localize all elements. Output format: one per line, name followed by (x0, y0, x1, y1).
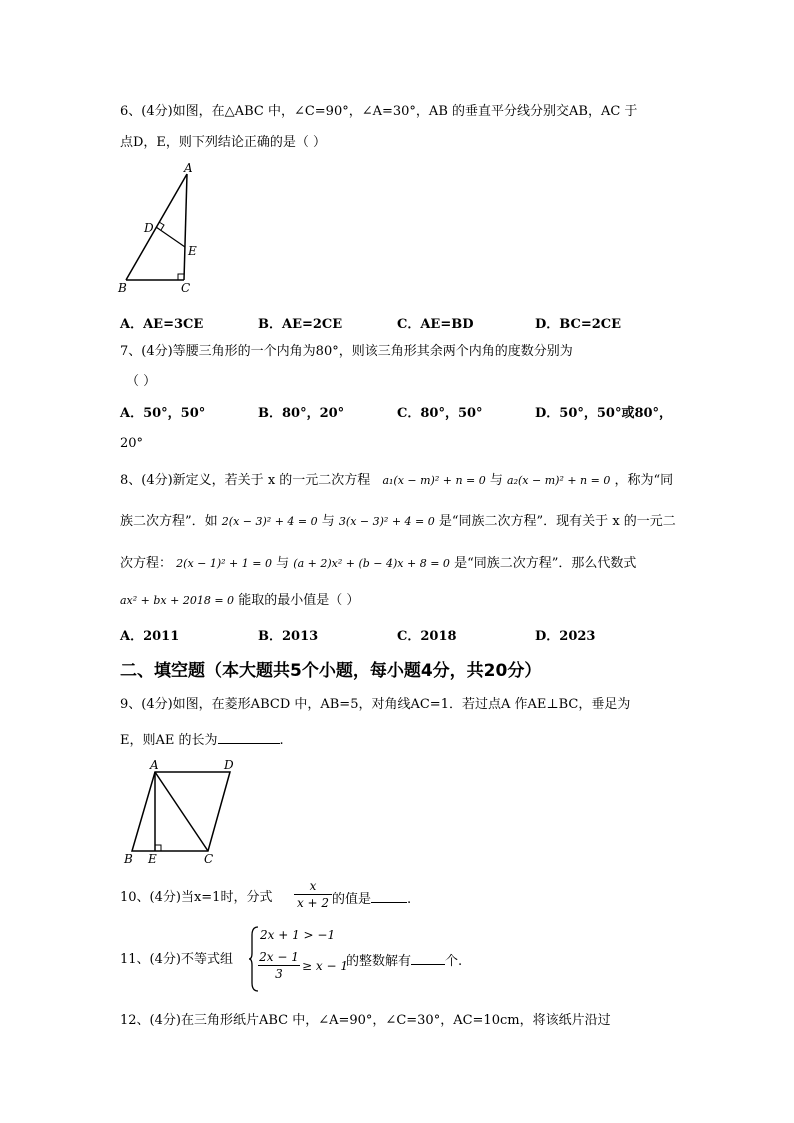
q6-label-b: B (118, 281, 127, 295)
q9-line1: 9、(4分)如图，在菱形ABCD 中，AB=5，对角线AC=1．若过点A 作AE⊥BC，垂足为 (120, 697, 631, 712)
q8-line1-eq1: a₁(x − m)² + n = 0 (382, 474, 486, 487)
q7-option-b: B．80°，20° (258, 406, 345, 421)
q8-line4-text: 能取的最小值是（ ） (238, 593, 360, 608)
q7-stem-line1: 7、(4分)等腰三角形的一个内角为80°，则该三角形其余两个内角的度数分别为 (120, 344, 573, 359)
q10-text-c: . (407, 892, 412, 907)
q9-label-d: D (224, 758, 234, 772)
q8-option-b: B．2013 (258, 629, 319, 644)
q8-line2-text-b: 与 (321, 514, 335, 529)
q10-fraction-bar (294, 894, 332, 895)
q6-triangle-figure (112, 160, 212, 295)
q9-line2 (120, 731, 284, 749)
q8-line3-text-b: 与 (276, 556, 290, 571)
q9-label-e: E (148, 852, 157, 866)
q9-line2-text: E，则AE 的长为 (120, 733, 218, 748)
q9-label-a: A (150, 758, 159, 772)
q8-line1-eq2: a₂(x − m)² + n = 0 (507, 474, 611, 487)
q11-text-b: 的整数解有 (346, 954, 412, 969)
q6-option-c: C．AE=BD (397, 317, 474, 332)
q11-ineq2-rhs: ≥ x − 1 (302, 959, 348, 973)
q10-numerator: x (309, 879, 317, 893)
q8-line4 (120, 593, 359, 609)
q10-text-b: 的值是 (332, 892, 372, 907)
q6-stem-line1: 6、(4分)如图，在△ABC 中，∠C=90°，∠A=30°，AB 的垂直平分线分别交AB，AC 于 (120, 104, 638, 119)
q8-line1-text-a: 8、(4分)新定义，若关于 x 的一元二次方程 (120, 473, 371, 488)
q7-option-c: C．80°，50° (397, 406, 483, 421)
q8-line3 (120, 556, 636, 572)
q9-answer-blank[interactable] (218, 731, 280, 744)
q11-fraction-bar (258, 965, 300, 966)
q8-line4-eq: ax² + bx + 2018 = 0 (120, 594, 235, 607)
q6-label-e: E (188, 244, 197, 258)
q6-label-a: A (184, 161, 193, 175)
q6-stem-line2: 点D，E，则下列结论正确的是（ ） (120, 135, 327, 150)
q8-line3-text-c: 是“同族二次方程”．那么代数式 (454, 556, 637, 571)
q8-line3-eq2: (a + 2)x² + (b − 4)x + 8 = 0 (293, 557, 450, 570)
q6-label-d: D (144, 221, 154, 235)
q10-answer-blank[interactable] (371, 890, 407, 903)
q8-line1 (120, 473, 673, 489)
q8-line2-text-a: 族二次方程”．如 (120, 514, 218, 529)
q10-text-a: 10、(4分)当x=1时，分式 (120, 890, 273, 905)
q8-line2-eq2: 3(x − 3)² + 4 = 0 (338, 515, 435, 528)
q11-text-a: 11、(4分)不等式组 (120, 952, 233, 967)
q11-answer-blank[interactable] (411, 952, 445, 965)
q11-ineq2-numerator: 2x − 1 (259, 950, 299, 964)
q11-inequality-1: 2x + 1 > −1 (260, 928, 336, 942)
q6-option-b: B．AE=2CE (258, 317, 343, 332)
q8-line3-eq1: 2(x − 1)² + 1 = 0 (176, 557, 272, 570)
q11-fraction (258, 950, 300, 981)
q7-option-a: A．50°，50° (120, 406, 206, 421)
q12-line1: 12、(4分)在三角形纸片ABC 中，∠A=90°，∠C=30°，AC=10cm，将该纸片沿过 (120, 1013, 611, 1028)
q7-stem-line2: （ ） (126, 374, 157, 389)
q8-line3-text-a: 次方程： (120, 556, 173, 571)
q8-option-a: A．2011 (120, 629, 180, 644)
q8-line2 (120, 514, 676, 530)
q11-text-c: 个. (445, 954, 463, 969)
q8-line1-text-b: 与 (489, 473, 503, 488)
q9-label-b: B (124, 852, 133, 866)
q11-ineq2-denominator: 3 (275, 967, 283, 981)
q8-option-c: C．2018 (397, 629, 457, 644)
q6-label-c: C (181, 281, 191, 295)
section2-title: 二、填空题（本大题共5个小题，每小题4分，共20分） (120, 661, 542, 681)
q8-option-d: D．2023 (535, 629, 596, 644)
q10-denominator: x + 2 (296, 896, 330, 910)
q6-option-d: D．BC=2CE (535, 317, 622, 332)
q10-text-b-wrap (332, 890, 411, 908)
q8-line2-eq1: 2(x − 3)² + 4 = 0 (221, 515, 318, 528)
q8-line2-text-c: 是“同族二次方程”．现有关于 x 的一元二 (438, 514, 676, 529)
q7-option-d-continued: 20° (120, 436, 144, 451)
q9-label-c: C (204, 852, 214, 866)
q10-fraction (294, 879, 332, 910)
q8-line1-text-c: ，称为“同 (614, 473, 674, 488)
q6-option-a: A．AE=3CE (120, 317, 204, 332)
q9-rhombus-figure (118, 756, 250, 868)
q7-option-d: D．50°，50°或80°， (535, 406, 673, 421)
q9-line2-end: . (279, 733, 284, 748)
q11-text-b-wrap (346, 952, 462, 970)
